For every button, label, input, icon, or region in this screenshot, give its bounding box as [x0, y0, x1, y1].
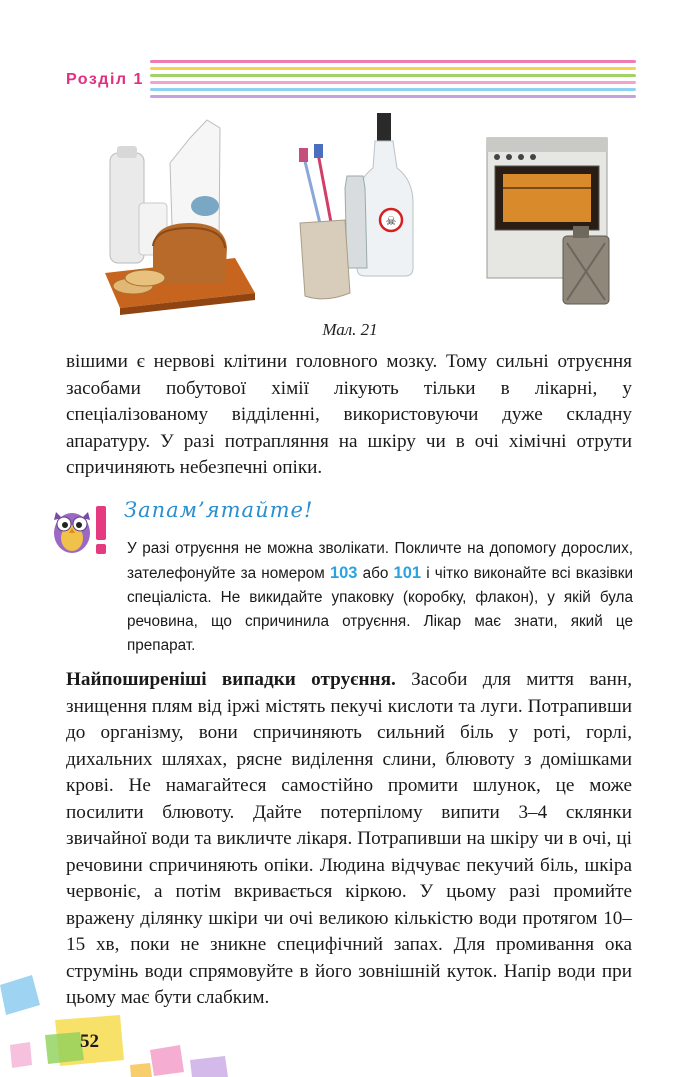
header-stripes [150, 58, 636, 98]
kitchen-products-image [105, 120, 255, 315]
section-label: Розділ 1 [66, 71, 144, 88]
owl-icon [48, 500, 112, 558]
emergency-number-103: 103 [329, 564, 358, 582]
corner-decoration [0, 960, 260, 1077]
notice-text-or: або [357, 565, 394, 582]
figure-photos [95, 108, 625, 323]
stove-image [487, 138, 609, 304]
remember-title: Запам’ятайте! [124, 498, 314, 522]
bathroom-products-image [299, 113, 413, 299]
remember-notice [127, 537, 633, 658]
body-paragraph-1: вішими є нервові клітини головного мозку. Тому сильні отруєння засобами побутової хімії лікують тільки в лікарні, у спеціалізованому відділенні, використовуючи дуже складну апаратуру. У разі потрапляння на шкіру чи в очі хімічні отрути спричиняють небезпечні опіки. [66, 351, 632, 478]
notice-text-b: і чітко виконайте всі вказівки спеціаліста. Не викидайте упаковку (коробку, флакон), у якій була речовина, що спричинила отруєння. Лікар має знати, який це препарат. [127, 565, 634, 654]
notice-text-a: У разі отруєння не можна зволікати. Покличте на допомогу дорослих, зателефонуйте за номером [127, 540, 633, 582]
page-number: 52 [80, 1031, 99, 1052]
svg-text:☠: ☠ [385, 214, 397, 228]
paragraph-2-text: Засоби для миття ванн, знищення плям від іржі містять пекучі кислоти та луги. Потрапивши до організму, вони спричиняють сильний біль у роті, горлі, дихальних шляхах, рясне виділення слини, блювоту з домішками крові. Не намагайтеся самостійно промити шлунок, це може посилити блювоту. Дайте потерпілому випити 3–4 склянки звичайної води та викличте лікаря. Потрапивши на шкіру чи в очі, ці речовини спричиняють опіки. Людина відчуває пекучий біль, шкіра червоніє, а потім вкривається кіркою. У цьому разі промийте вражену ділянку шкіри чи очі великою кількістю води протягом 10–15 хв, поки не зникне специфічний запах. Для промивання ока струмінь води спрямовуйте в його зовнішній куток. Напір води при цьому має бути слабким. [66, 669, 633, 1008]
figure-caption: Мал. 21 [322, 320, 378, 339]
emergency-number-101: 101 [393, 564, 422, 582]
paragraph-heading: Найпоширеніші випадки отруєння. [66, 669, 396, 690]
